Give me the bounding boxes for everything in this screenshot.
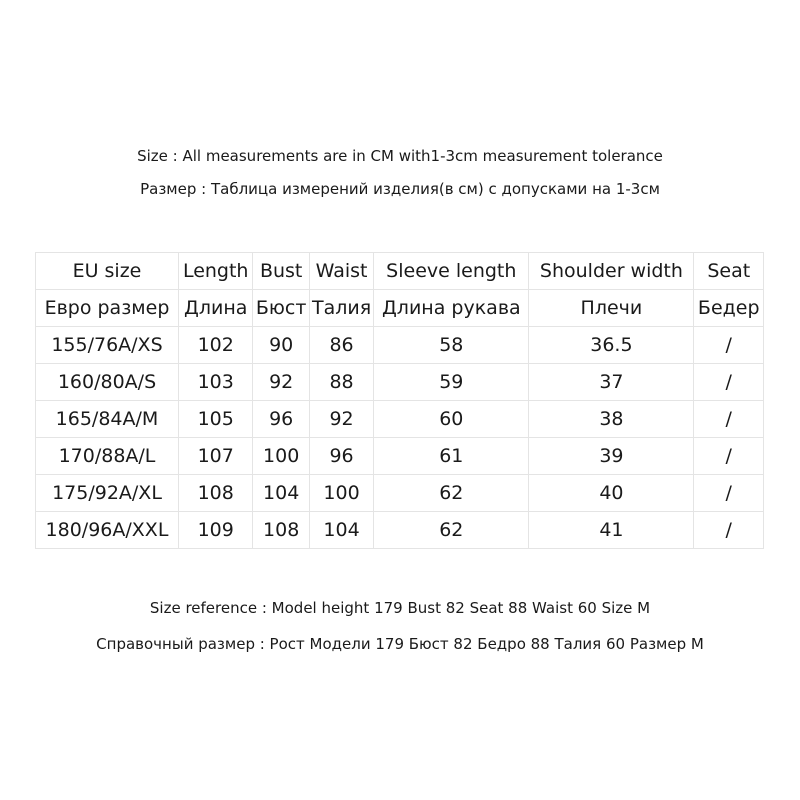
table-cell: 96 xyxy=(253,401,309,438)
table-cell: 107 xyxy=(178,438,253,475)
header-cell: Waist xyxy=(309,253,373,290)
table-cell: / xyxy=(694,327,764,364)
table-cell: 38 xyxy=(529,401,694,438)
header-cell: Sleeve length xyxy=(374,253,529,290)
table-row xyxy=(36,438,764,475)
table-cell: / xyxy=(694,364,764,401)
table-cell: 60 xyxy=(374,401,529,438)
table-cell: / xyxy=(694,401,764,438)
table-cell: 104 xyxy=(253,475,309,512)
table-row xyxy=(36,364,764,401)
table-cell: 40 xyxy=(529,475,694,512)
table-cell: 170/88A/L xyxy=(36,438,179,475)
size-reference-note-ru: Справочный размер : Рост Модели 179 Бюст 82 Бедро 88 Талия 60 Размер M xyxy=(96,635,704,653)
table-cell: 175/92A/XL xyxy=(36,475,179,512)
header-cell: Bust xyxy=(253,253,309,290)
table-cell: 180/96A/XXL xyxy=(36,512,179,549)
header-cell: Shoulder width xyxy=(529,253,694,290)
table-cell: / xyxy=(694,512,764,549)
table-cell: 59 xyxy=(374,364,529,401)
table-cell: 41 xyxy=(529,512,694,549)
table-cell: / xyxy=(694,475,764,512)
table-cell: 96 xyxy=(309,438,373,475)
header-row-en xyxy=(36,253,764,290)
table-cell: 100 xyxy=(309,475,373,512)
table-row xyxy=(36,512,764,549)
measurement-note-ru: Размер : Таблица измерений изделия(в см) с допусками на 1-3см xyxy=(140,180,660,198)
table-cell: 39 xyxy=(529,438,694,475)
table-cell: 92 xyxy=(309,401,373,438)
header-cell: Длина xyxy=(178,290,253,327)
measurement-note-en: Size : All measurements are in CM with1-3cm measurement tolerance xyxy=(137,147,663,165)
header-cell: Евро размер xyxy=(36,290,179,327)
table-row xyxy=(36,401,764,438)
header-cell: Талия xyxy=(309,290,373,327)
table-cell: / xyxy=(694,438,764,475)
table-cell: 109 xyxy=(178,512,253,549)
header-cell: Length xyxy=(178,253,253,290)
header-cell: Плечи xyxy=(529,290,694,327)
header-cell: Seat xyxy=(694,253,764,290)
table-cell: 108 xyxy=(253,512,309,549)
table-cell: 103 xyxy=(178,364,253,401)
table-cell: 61 xyxy=(374,438,529,475)
table-cell: 105 xyxy=(178,401,253,438)
table-cell: 58 xyxy=(374,327,529,364)
table-cell: 86 xyxy=(309,327,373,364)
table-cell: 88 xyxy=(309,364,373,401)
table-cell: 62 xyxy=(374,512,529,549)
table-cell: 104 xyxy=(309,512,373,549)
size-chart-table xyxy=(35,252,764,549)
size-reference-note-en: Size reference : Model height 179 Bust 82 Seat 88 Waist 60 Size M xyxy=(149,599,651,617)
table-row xyxy=(36,327,764,364)
table-row xyxy=(36,475,764,512)
header-cell: Бюст xyxy=(253,290,309,327)
table-cell: 90 xyxy=(253,327,309,364)
table-cell: 62 xyxy=(374,475,529,512)
table-cell: 36.5 xyxy=(529,327,694,364)
table-cell: 37 xyxy=(529,364,694,401)
table-cell: 92 xyxy=(253,364,309,401)
header-cell: Длина рукава xyxy=(374,290,529,327)
header-row-ru xyxy=(36,290,764,327)
header-cell: Бедер xyxy=(694,290,764,327)
table-cell: 102 xyxy=(178,327,253,364)
table-cell: 108 xyxy=(178,475,253,512)
table-cell: 165/84A/M xyxy=(36,401,179,438)
table-cell: 100 xyxy=(253,438,309,475)
table-cell: 155/76A/XS xyxy=(36,327,179,364)
table-cell: 160/80A/S xyxy=(36,364,179,401)
header-cell: EU size xyxy=(36,253,179,290)
